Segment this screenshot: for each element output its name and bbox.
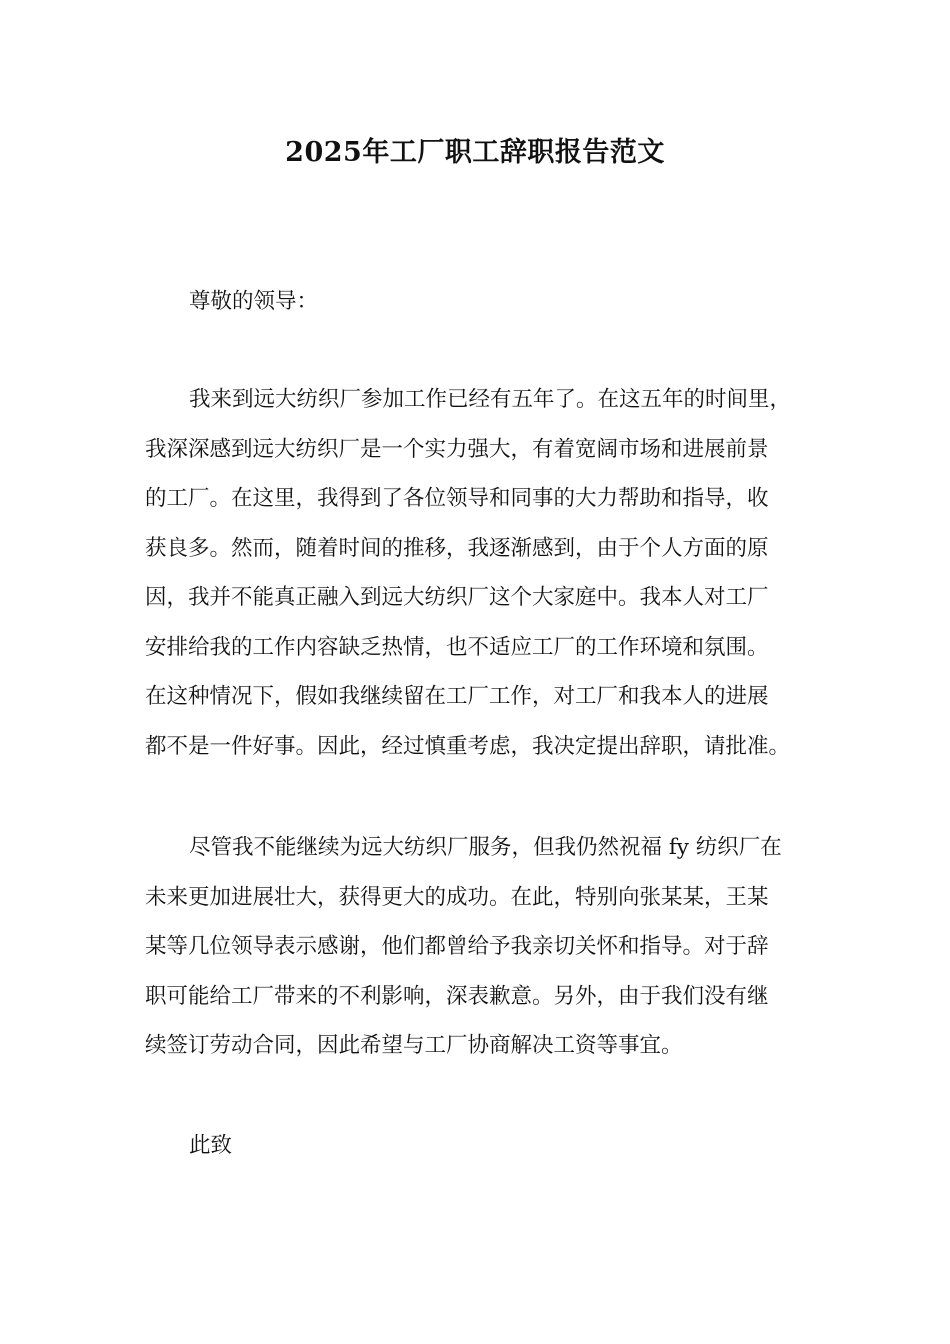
paragraph-line: 某等几位领导表示感谢，他们都曾给予我亲切关怀和指导。对于辞 — [145, 934, 769, 959]
paragraph-line: 续签订劳动合同，因此希望与工厂协商解决工资等事宜。 — [145, 1033, 683, 1058]
paragraph-line: 我来到远大纺织厂参加工作已经有五年了。在这五年的时间里， — [189, 387, 792, 412]
paragraph-line: 获良多。然而，随着时间的推移，我逐渐感到，由于个人方面的原 — [145, 535, 769, 561]
closing-line: 此致 — [189, 1133, 233, 1158]
salutation: 尊敬的领导： — [189, 289, 319, 314]
paragraph-1 — [145, 375, 810, 771]
paragraph-line: 职可能给工厂带来的不利影响，深表歉意。另外，由于我们没有继 — [145, 983, 769, 1009]
paragraph-line: 尽管我不能继续为远大纺织厂服务，但我仍然祝福 fy 纺织厂在 — [189, 835, 782, 860]
document-title: 2025年工厂职工辞职报告范文 — [285, 137, 665, 168]
paragraph-line: 安排给我的工作内容缺乏热情，也不适应工厂的工作环境和氛围。 — [145, 634, 769, 660]
paragraph-line: 未来更加进展壮大，获得更大的成功。在此，特别向张某某，王某 — [145, 884, 769, 910]
paragraph-line: 的工厂。在这里，我得到了各位领导和同事的大力帮助和指导，收 — [145, 486, 769, 511]
paragraph-line: 都不是一件好事。因此，经过慎重考虑，我决定提出辞职，请批准。 — [145, 733, 791, 759]
paragraph-line: 因，我并不能真正融入到远大纺织厂这个大家庭中。我本人对工厂 — [145, 585, 769, 610]
paragraph-2 — [145, 823, 810, 1071]
paragraph-line: 在这种情况下，假如我继续留在工厂工作，对工厂和我本人的进展 — [145, 684, 769, 709]
paragraph-line: 我深深感到远大纺织厂是一个实力强大，有着宽阔市场和进展前景 — [145, 436, 769, 462]
